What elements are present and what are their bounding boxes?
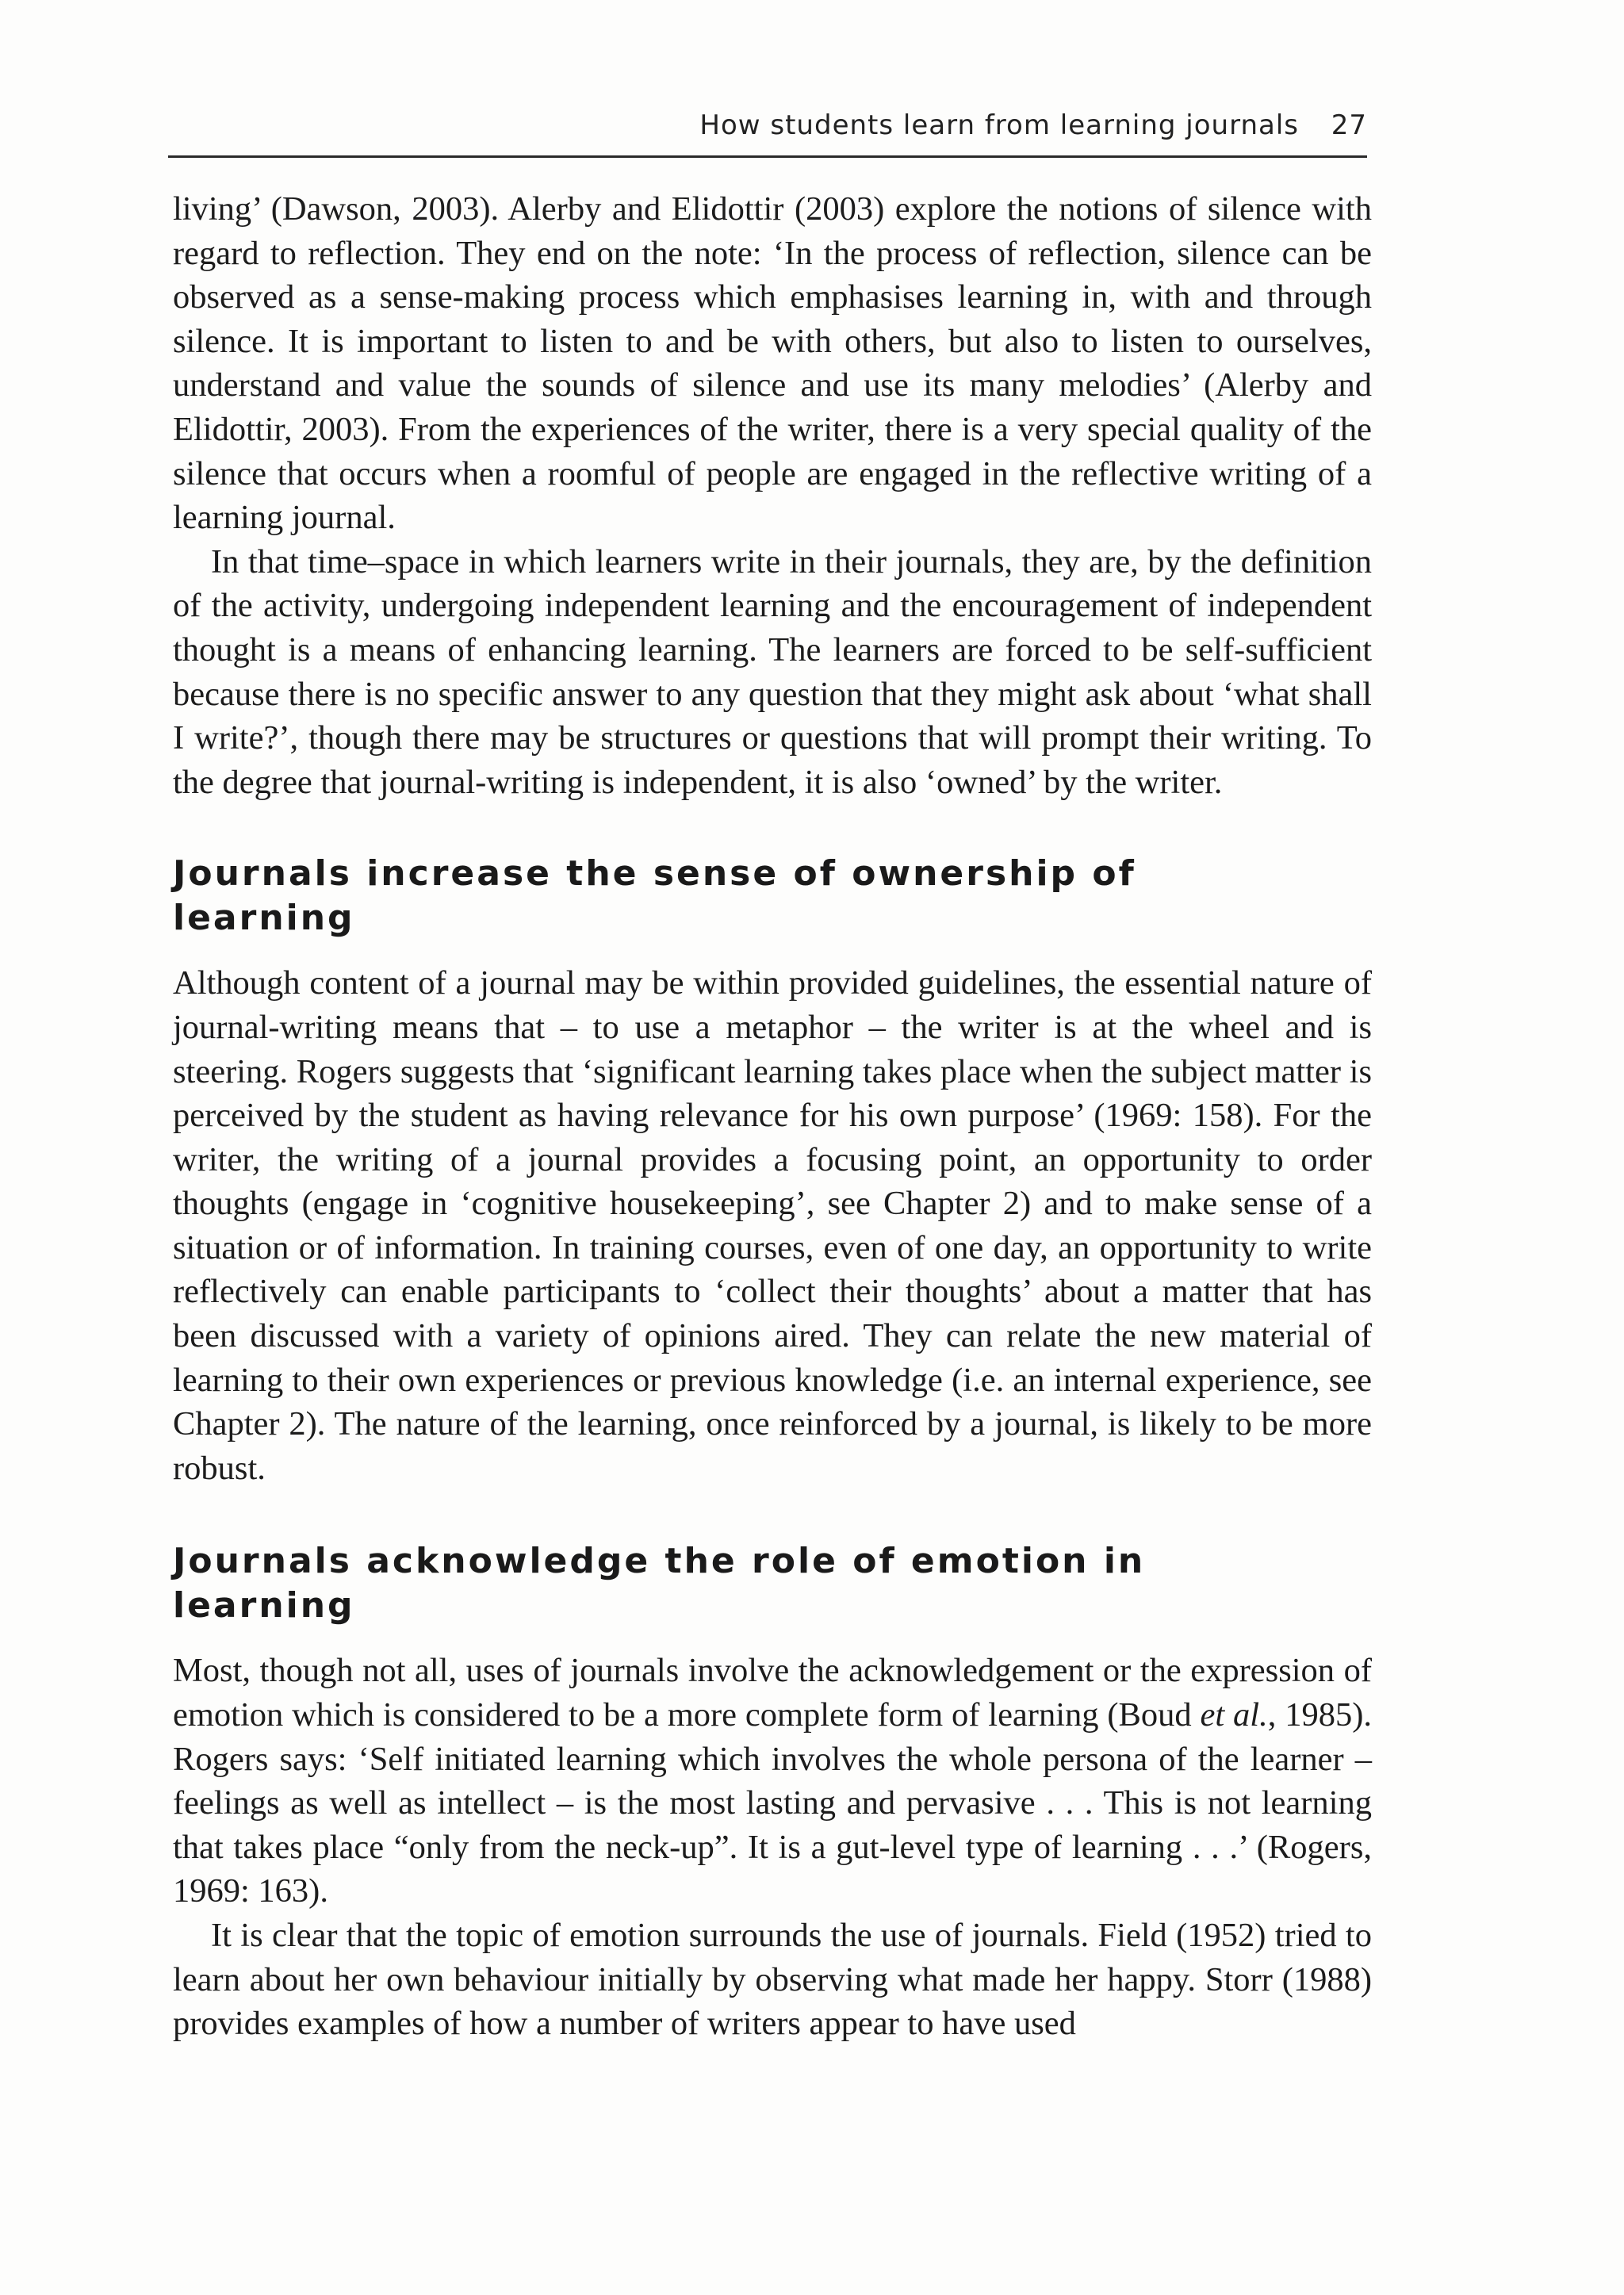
heading-2-line-1: Journals acknowledge the role of emotion in: [173, 1541, 1146, 1582]
heading-2-line-2: learning: [173, 1585, 355, 1626]
paragraph-4: [173, 1649, 1372, 1914]
paragraph-2: In that time–space in which learners write in their journals, they are, by the definition of the activity, undergoing independent learning and the encouragement of independent thought is a means of enhancing learning. The learners are forced to be self-sufficient because there is no specific answer to any question that they might ask about ‘what shall I write?’, though there may be structures or questions that will prompt their writing. To the degree that journal-writing is independent, it is also ‘owned’ by the writer.: [173, 542, 1372, 801]
section-heading-emotion: [173, 1539, 1172, 1628]
paragraph-1: living’ (Dawson, 2003). Alerby and Elidottir (2003) explore the notions of silence with regard to reflection. They end on the note: ‘In the process of reflection, silence can be observed as a sense-making process which emphasises learning in, with and through silence. It is important to listen to and be with others, but also to listen to ourselves, understand and value the sounds of silence and use its many melodies’ (Alerby and Elidottir, 2003). From the experiences of the writer, there is a very special quality of the silence that occurs when a roomful of people are engaged in the reflective writing of a learning journal.: [173, 190, 1372, 537]
section-heading-ownership: [173, 852, 1172, 941]
paragraph-4-part-b: , 1985). Rogers says: ‘Self initiated learning which involves the whole persona of the learner – feelings as well as intellect – is the most lasting and pervasive . . . This is not learning that takes place “only from the neck-up”. It is a gut-level type of learning . . .’ (Rogers, 1969: 163).: [173, 1696, 1373, 1910]
running-title: How students learn from learning journals: [699, 109, 1299, 141]
page-number: 27: [1331, 109, 1367, 141]
heading-1-line-1: Journals increase the sense of ownership of: [173, 853, 1136, 895]
paragraph-4-part-a: Most, though not all, uses of journals involve the acknowledgement or the expression of emotion which is considered to be a more complete form of learning (Boud: [173, 1652, 1372, 1734]
paragraph-5: It is clear that the topic of emotion surrounds the use of journals. Field (1952) tried to learn about her own behaviour initially by observing what made her happy. Storr (1988) provides examples of how a number of writers appear to have used: [173, 1917, 1372, 2043]
paragraph-4-citation-italic: et al.: [1200, 1696, 1268, 1734]
heading-1-line-2: learning: [173, 898, 355, 939]
page-body: [173, 187, 1372, 2046]
paragraph-3: Although content of a journal may be within provided guidelines, the essential nature of journal-writing means that – to use a metaphor – the writer is at the wheel and is steering. Rogers suggests that ‘significant learning takes place when the subject matter is perceived by the student as having relevance for his own purpose’ (1969: 158). For the writer, the writing of a journal provides a focusing point, an opportunity to order thoughts (engage in ‘cognitive housekeeping’, see Chapter 2) and to make sense of a situation or of information. In training courses, even of one day, an opportunity to write reflectively can enable participants to ‘collect their thoughts’ about a matter that has been discussed with a variety of opinions aired. They can relate the new material of learning to their own experiences or previous knowledge (i.e. an internal experience, see Chapter 2). The nature of the learning, once reinforced by a journal, is likely to be more robust.: [173, 964, 1372, 1487]
running-header: [168, 102, 1367, 158]
